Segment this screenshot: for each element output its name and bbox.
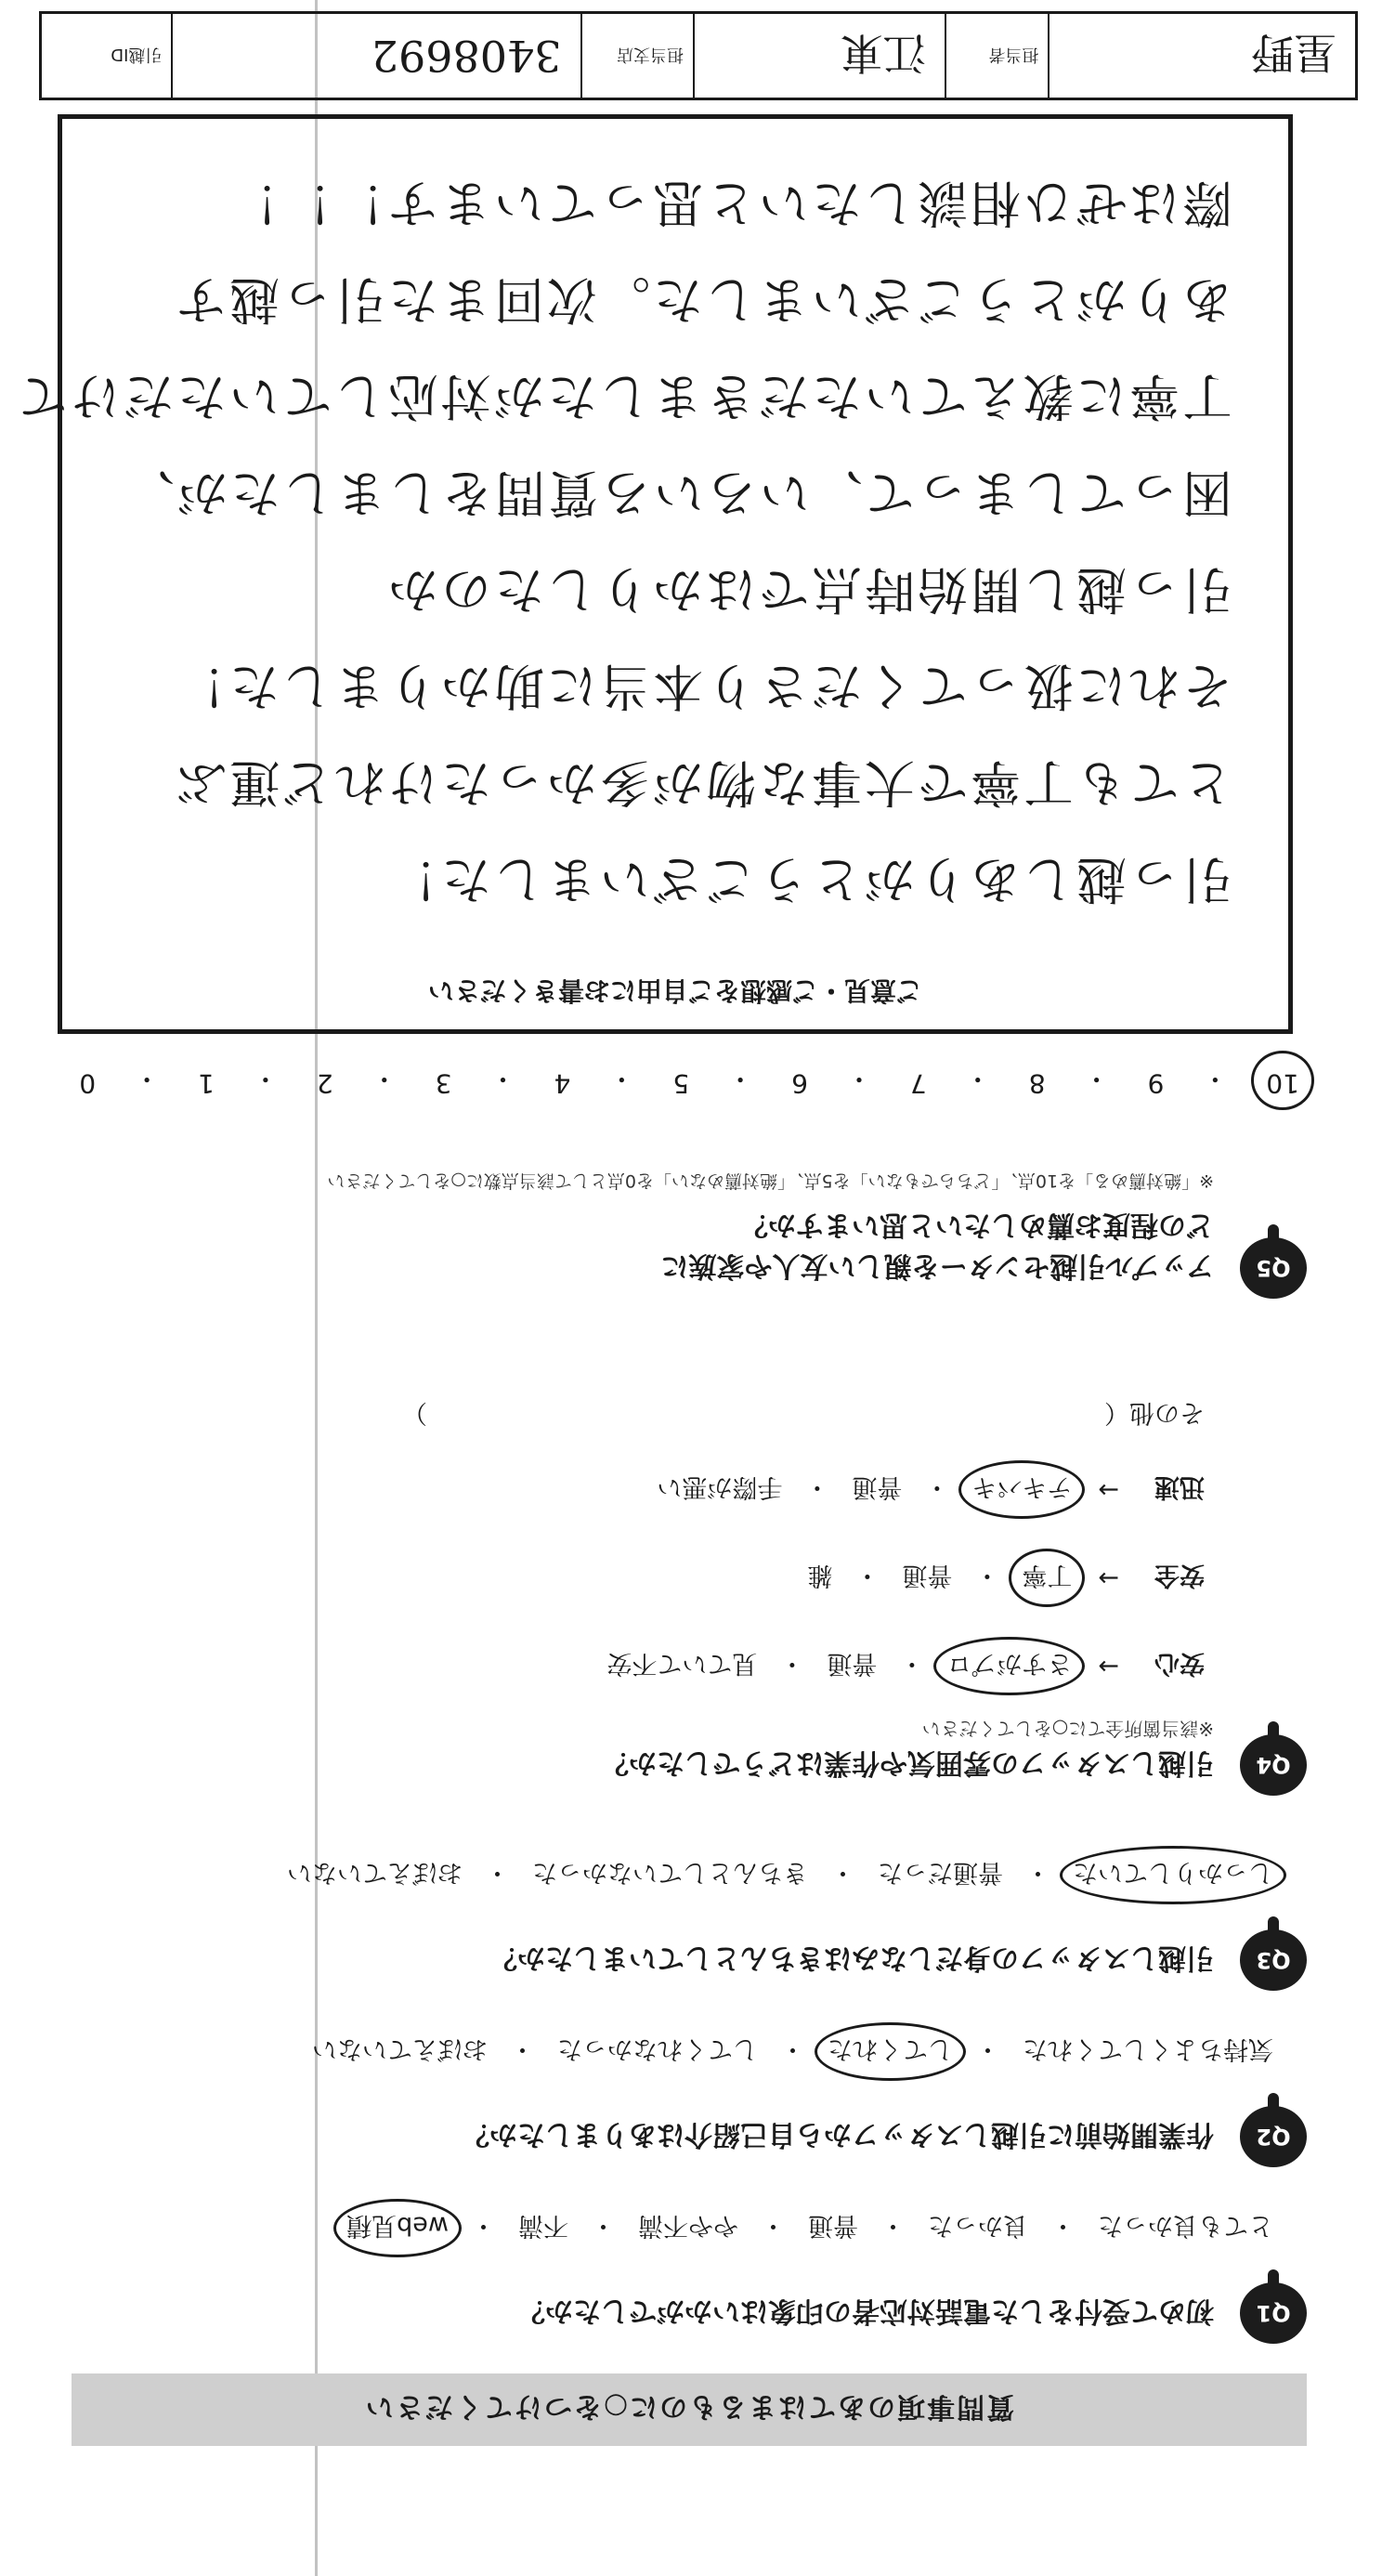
scale-option[interactable]: 3 [435,1068,452,1099]
instructions-header [72,2373,1307,2446]
q4-other[interactable] [402,1397,1205,1433]
q4-option[interactable]: 普通 [902,1561,953,1589]
q3-text: 引越しスタッフの身だしなみはきちんとしていましたか？ [489,1942,1214,1974]
q1-option[interactable]: 普通 [808,2211,858,2240]
question-2 [72,2009,1307,2167]
q4-badge: Q4 [1240,1734,1307,1796]
comment-line: 引っ越し開始時点ではかりしたのか [385,560,1232,619]
comment-line: 際はぜひ相談したいと思っています！！！ [227,174,1232,232]
scale-option[interactable]: 1 [198,1068,215,1099]
comment-handwriting [15,154,1232,927]
q4-option-selected[interactable]: 丁寧 [1016,1560,1077,1596]
q5-note: ※「絶対薦める」を10点、「どちらでもない」を5点、「絶対薦めない」を0点として該当点数に○をしてください [327,1170,1214,1191]
q4-row-anzen: 安全 → 丁寧 ・ 普通 ・ 雑 [802,1560,1205,1596]
branch-label: 担当支店 [617,45,684,64]
comment-title: ご意見・ご感想をご自由にお書きください [428,975,923,1006]
scale-option[interactable]: 6 [791,1068,808,1099]
q4-option[interactable]: 普通 [827,1649,878,1678]
q3-badge: Q3 [1240,1929,1307,1991]
q1-options: とても良かった ・ 良かった ・ 普通 ・ やや不満 ・ 不満 ・ web見積 [341,2210,1279,2246]
q2-option-selected[interactable]: してくれた [822,2033,958,2070]
q1-text: 初めて受付をした電話対応者の印象はいかがでしたか？ [517,2295,1214,2327]
q1-option[interactable]: 良かった [928,2211,1028,2240]
id-table [39,11,1358,100]
comment-line: 引っ越しありがとうございました！ [385,850,1232,909]
q2-text: 作業開始前に引越しスタッフから自己紹介はありましたか？ [462,2118,1214,2151]
staff-value: 星野 [1251,28,1336,78]
q2-option[interactable]: 気持ちよくしてくれた [1023,2034,1273,2063]
scale-option[interactable]: 0 [79,1068,97,1099]
q2-options: 気持ちよくしてくれた ・ してくれた ・ してくれなかった ・ おぼえていない [306,2033,1279,2070]
question-1 [72,2186,1307,2344]
scale-option[interactable]: 4 [554,1068,571,1099]
comment-line: 丁寧に教えていただきましたが対応していただけて [15,367,1232,425]
q4-other-field[interactable]: その他（ ） [402,1398,1205,1427]
scale-option[interactable]: 8 [1028,1068,1046,1099]
q1-option[interactable]: 不満 [518,2211,568,2240]
q4-option[interactable]: 手際が悪い [657,1472,783,1501]
branch-label-cell [580,14,693,98]
q5-badge: Q5 [1240,1237,1307,1299]
staff-cell [1048,14,1355,98]
comment-line: とても丁寧で大事な物が多かったけれど運ぶ [174,753,1232,812]
id-label: 引越ID [111,45,163,64]
q3-option[interactable]: きちんとしていなかった [532,1858,808,1887]
scale-option-selected[interactable]: 10 [1258,1062,1307,1099]
q4-row-label: 安全 [1154,1561,1205,1589]
scale-option[interactable]: 7 [909,1068,927,1099]
id-value: 3408692 [371,31,562,81]
staff-label: 担当者 [988,45,1039,64]
branch-value: 江東 [840,28,926,78]
q1-option[interactable]: やや不満 [638,2211,738,2240]
q2-option[interactable]: してくれなかった [557,2034,758,2063]
comment-box[interactable] [15,114,1293,1034]
id-label-cell [42,14,171,98]
arrow-icon: → [1098,1652,1119,1680]
q4-text: 引越しスタッフの雰囲気や作業はどうでしたか？ [601,1746,1214,1779]
q3-option-selected[interactable]: しっかりしていた [1067,1857,1279,1893]
comment-line: 困ってしまって、いろいろ質問をしましたが、 [122,464,1232,522]
q1-badge: Q1 [1240,2282,1307,2344]
scale-option[interactable]: 2 [316,1068,333,1099]
q4-row-jinsoku: 迅速 → テキパキ ・ 普通 ・ 手際が悪い [651,1471,1205,1508]
q4-option[interactable]: 普通 [852,1472,903,1501]
q4-row-label: 安心 [1154,1649,1205,1678]
instructions-text: 質問事項のあてはまるものに○をつけてください [363,2390,1015,2423]
staff-label-cell [945,14,1049,98]
q3-options: しっかりしていた ・ 普通だった ・ きちんとしていなかった ・ おぼえていない [281,1857,1279,1893]
scale-option[interactable]: 5 [672,1068,690,1099]
arrow-icon: → [1098,1475,1119,1504]
q4-row-label: 迅速 [1154,1472,1205,1501]
branch-cell [693,14,945,98]
q4-option[interactable]: 雑 [807,1561,833,1589]
comment-line: ありがとうございました。次回また引っ越す [174,270,1232,329]
question-3 [72,1833,1307,1991]
comment-line: それに扱ってくださり本当に助かりました！ [174,657,1232,715]
q4-option-selected[interactable]: さすがプロ [941,1648,1077,1684]
q4-note: ※該当箇所全てに○をしてください [921,1718,1214,1740]
q4-option-selected[interactable]: テキパキ [966,1471,1077,1508]
q5-text: アップル引越センターを親しい友人や家族に [660,1249,1214,1282]
q4-row-anshin: 安心 → さすがプロ ・ 普通 ・ 見ていて不安 [601,1648,1205,1684]
question-5 [72,1113,1307,1299]
question-4 [72,1398,1307,1796]
q3-option[interactable]: おぼえていない [287,1858,463,1887]
q1-option-selected[interactable]: web見積 [341,2210,454,2246]
q2-badge: Q2 [1240,2106,1307,2167]
id-cell [171,14,580,98]
scale-option[interactable]: 9 [1147,1068,1165,1099]
q3-option[interactable]: 普通だった [878,1858,1003,1887]
arrow-icon: → [1098,1563,1119,1592]
q5-scale: 10 ・ 9 ・ 8 ・ 7 ・ 6 ・ 5 ・ 4 ・ 3 ・ 2 ・ 1 ・ 0 [72,1062,1307,1099]
q4-option[interactable]: 見ていて不安 [606,1649,758,1678]
q5-text-2: どの程度お薦めしたいと思いますか？ [740,1209,1214,1241]
q2-option[interactable]: おぼえていない [312,2034,488,2063]
q1-option[interactable]: とても良かった [1098,2211,1273,2240]
